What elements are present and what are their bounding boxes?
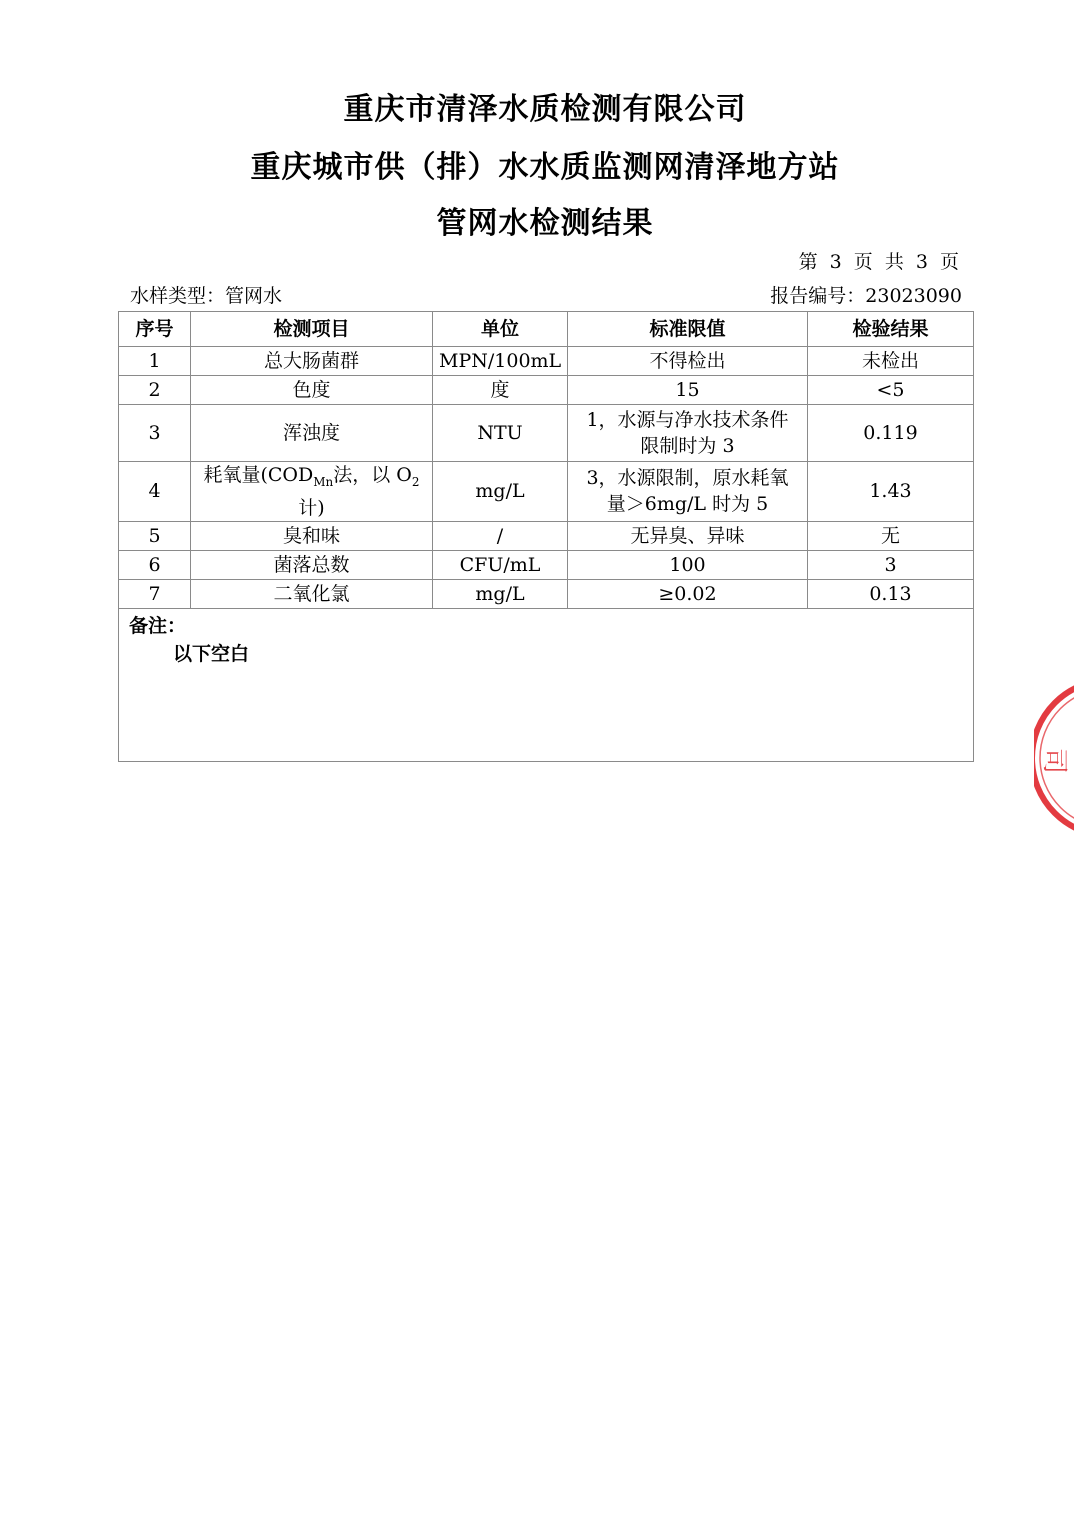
header-no: 序号 [119, 312, 191, 347]
table-row [119, 376, 974, 405]
remarks-label: 备注： [129, 614, 187, 637]
cell-no: 5 [119, 521, 191, 550]
cell-no: 1 [119, 347, 191, 376]
cell-item: 浑浊度 [191, 405, 433, 462]
cell-limit [568, 405, 808, 462]
table-row [119, 462, 974, 522]
header-limit: 标准限值 [568, 312, 808, 347]
cell-no: 7 [119, 579, 191, 608]
cell-no: 2 [119, 376, 191, 405]
limit-line-2: 限制时为 3 [640, 435, 735, 457]
table-row [119, 521, 974, 550]
cell-no: 4 [119, 462, 191, 522]
cell-result: 未检出 [808, 347, 974, 376]
table-row [119, 405, 974, 462]
cell-no: 3 [119, 405, 191, 462]
cell-limit: ≥0.02 [568, 579, 808, 608]
table-row [119, 579, 974, 608]
official-seal [1034, 676, 1074, 840]
remarks-row [119, 608, 974, 761]
sample-type: 水样类型：管网水 [130, 285, 283, 307]
limit-line-1: 3，水源限制，原水耗氧 [586, 467, 789, 490]
cell-limit: 15 [568, 376, 808, 405]
table-header-row [119, 312, 974, 347]
cell-item: 菌落总数 [191, 550, 433, 579]
cell-unit: CFU/mL [433, 550, 568, 579]
seal-icon [1034, 676, 1074, 840]
limit-line-1: 1，水源与净水技术条件 [586, 409, 789, 431]
header-result: 检验结果 [808, 312, 974, 347]
header-item: 检测项目 [191, 312, 433, 347]
item-text-1: 耗氧量(COD [203, 464, 314, 486]
cell-unit: MPN/100mL [433, 347, 568, 376]
cell-limit: 无异臭、异味 [568, 521, 808, 550]
remarks-cell [119, 608, 974, 761]
svg-text:司: 司 [1039, 748, 1069, 775]
table-row [119, 550, 974, 579]
cell-unit: NTU [433, 405, 568, 462]
company-name: 重庆市清泽水质检测有限公司 [343, 92, 747, 127]
cell-result: 3 [808, 550, 974, 579]
cell-unit: 度 [433, 376, 568, 405]
cell-item: 二氧化氯 [191, 579, 433, 608]
cell-limit: 100 [568, 550, 808, 579]
item-text-3: 计) [298, 496, 325, 519]
table-row [119, 347, 974, 376]
cell-limit: 不得检出 [568, 347, 808, 376]
cell-limit [568, 462, 808, 522]
item-subscript-mn: Mn [313, 474, 334, 489]
cell-unit: mg/L [433, 462, 568, 522]
cell-result: <5 [808, 376, 974, 405]
remarks-text: 以下空白 [173, 642, 250, 665]
report-number: 报告编号：23023090 [770, 285, 962, 307]
cell-no: 6 [119, 550, 191, 579]
item-subscript-2: 2 [411, 474, 420, 489]
item-text-2: 法，以 O [333, 464, 412, 486]
results-table [118, 311, 974, 762]
cell-result: 1.43 [808, 462, 974, 522]
header-unit: 单位 [433, 312, 568, 347]
cell-result: 无 [808, 521, 974, 550]
cell-item: 总大肠菌群 [191, 347, 433, 376]
station-name: 重庆城市供（排）水水质监测网清泽地方站 [250, 150, 840, 185]
cell-item: 色度 [191, 376, 433, 405]
cell-result: 0.119 [808, 405, 974, 462]
report-title: 管网水检测结果 [436, 206, 654, 241]
cell-item [191, 462, 433, 522]
cell-item: 臭和味 [191, 521, 433, 550]
limit-line-2: 量＞6mg/L 时为 5 [606, 493, 769, 516]
cell-unit: / [433, 521, 568, 550]
cell-unit: mg/L [433, 579, 568, 608]
cell-result: 0.13 [808, 579, 974, 608]
page-info: 第 3 页 共 3 页 [798, 251, 962, 273]
